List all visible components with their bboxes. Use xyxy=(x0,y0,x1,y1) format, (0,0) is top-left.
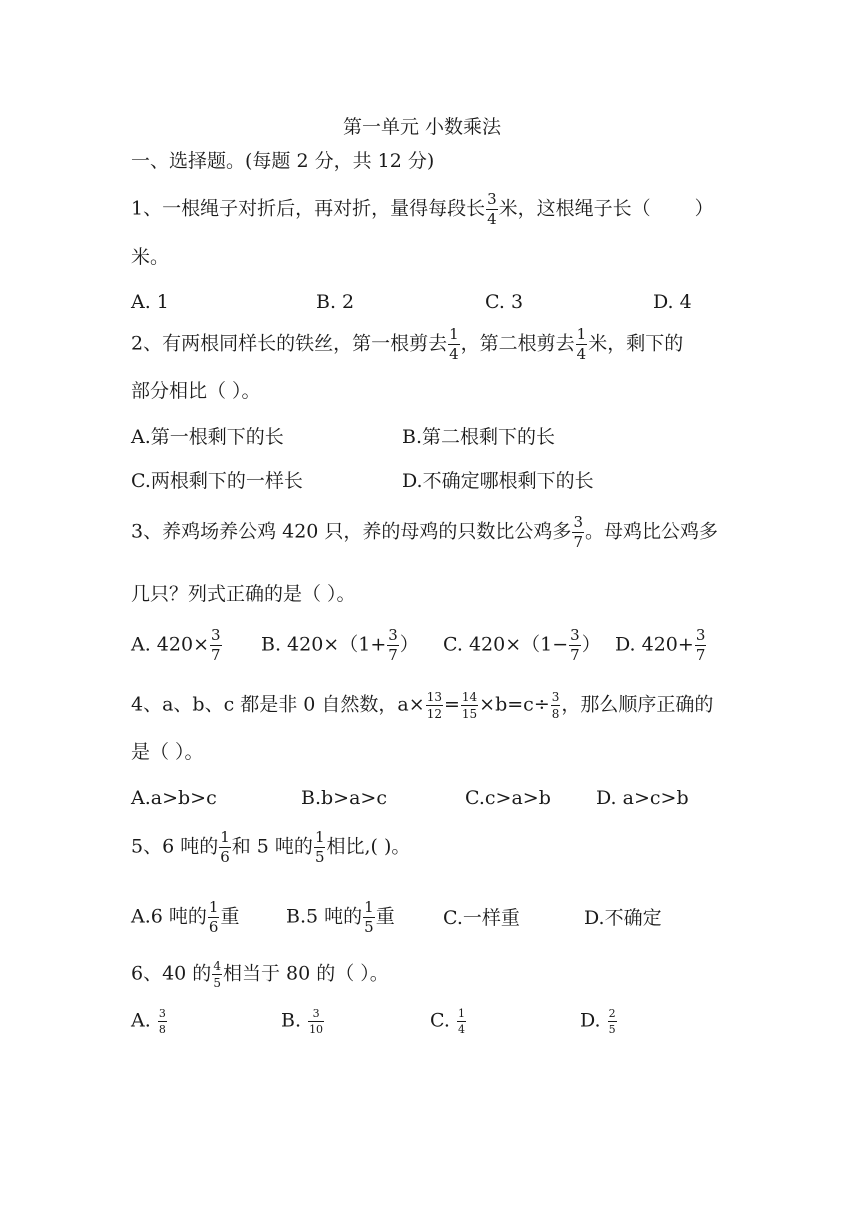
fraction: $\frac{3}{4}$ xyxy=(487,190,497,228)
question-3-line-1: 3、养鸡场养公鸡 420 只，养的母鸡的只数比公鸡多 $\frac{3}{7}$ 。母鸡比公鸡多 xyxy=(131,513,718,551)
question-4-line-2: 是（ ）。 xyxy=(131,741,204,763)
fraction: $\frac{3}{8}$ xyxy=(551,690,560,721)
fraction: $\frac{1}{4}$ xyxy=(457,1007,465,1036)
option-a: A.a>b>c xyxy=(131,787,217,809)
fraction: $\frac{3}{7}$ xyxy=(570,626,580,664)
fraction: $\frac{1}{6}$ xyxy=(220,828,230,866)
option-a: A.6 吨的 $\frac{1}{6}$ 重 xyxy=(131,898,240,936)
question-2-line-2: 部分相比（ ）。 xyxy=(131,380,261,402)
question-6-line-1: 6、40 的 $\frac{4}{5}$ 相当于 80 的（ ）。 xyxy=(131,959,389,990)
option-c: C.c>a>b xyxy=(465,787,551,809)
option-b: B. 2 xyxy=(316,291,355,313)
option-b: B. 420×（1+ $\frac{3}{7}$ ） xyxy=(261,626,419,664)
fraction: $\frac{1}{6}$ xyxy=(208,898,219,936)
option-a: A. 420× $\frac{3}{7}$ xyxy=(131,626,221,664)
fraction: $\frac{4}{5}$ xyxy=(213,959,221,990)
question-4-line-1: 4、a、b、c 都是非 0 自然数，a× $\frac{13}{12}$ = $\frac{14}{15}$ ×b=c÷ $\frac{3}{8}$ ，那么顺序正确的 xyxy=(131,690,714,721)
option-c: C. $\frac{1}{4}$ xyxy=(430,1007,465,1036)
option-c: C. 420×（1− $\frac{3}{7}$ ） xyxy=(443,626,601,664)
fraction: $\frac{3}{7}$ xyxy=(573,513,583,551)
option-c: C.一样重 xyxy=(443,907,520,929)
option-d: D. 4 xyxy=(653,291,692,313)
option-a: A. $\frac{3}{8}$ xyxy=(131,1007,166,1036)
option-d: D.不确定 xyxy=(584,907,662,929)
fraction: $\frac{1}{5}$ xyxy=(364,898,374,936)
question-3-line-2: 几只？列式正确的是（ ）。 xyxy=(131,583,356,605)
option-b: B.第二根剩下的长 xyxy=(402,426,556,448)
fraction: $\frac{1}{5}$ xyxy=(314,828,325,866)
option-c: C. 3 xyxy=(485,291,524,313)
fraction: $\frac{1}{4}$ xyxy=(449,325,459,363)
fraction: $\frac{14}{15}$ xyxy=(461,690,478,721)
option-c: C.两根剩下的一样长 xyxy=(131,470,303,492)
option-d: D. $\frac{2}{5}$ xyxy=(580,1007,616,1036)
page-title: 第一单元 小数乘法 xyxy=(343,116,502,138)
question-1-line-2: 米。 xyxy=(131,246,170,268)
fraction: $\frac{2}{5}$ xyxy=(608,1007,616,1036)
option-b: B. $\frac{3}{10}$ xyxy=(281,1007,324,1036)
question-2-line-1: 2、有两根同样长的铁丝，第一根剪去 $\frac{1}{4}$ ，第二根剪去 $\frac{1}{4}$ 米，剩下的 xyxy=(131,325,684,363)
option-d: D. 420+ $\frac{3}{7}$ xyxy=(615,626,706,664)
question-1-line-1: 1、一根绳子对折后，再对折，量得每段长 $\frac{3}{4}$ 米，这根绳子长（ ） xyxy=(131,190,714,228)
option-a: A. 1 xyxy=(131,291,169,313)
fraction: $\frac{3}{10}$ xyxy=(309,1007,324,1036)
option-b: B.b>a>c xyxy=(301,787,387,809)
section-heading: 一、选择题。(每题 2 分，共 12 分) xyxy=(131,150,435,172)
option-a: A.第一根剩下的长 xyxy=(131,426,284,448)
fraction: $\frac{13}{12}$ xyxy=(426,690,442,721)
fraction: $\frac{3}{8}$ xyxy=(158,1007,166,1036)
option-b: B.5 吨的 $\frac{1}{5}$ 重 xyxy=(286,898,395,936)
question-5-line-1: 5、6 吨的 $\frac{1}{6}$ 和 5 吨的 $\frac{1}{5}$ 相比,( )。 xyxy=(131,828,411,866)
fraction: $\frac{1}{4}$ xyxy=(576,325,587,363)
option-d: D. a>c>b xyxy=(596,787,689,809)
option-d: D.不确定哪根剩下的长 xyxy=(402,470,594,492)
fraction: $\frac{3}{7}$ xyxy=(388,626,398,664)
fraction: $\frac{3}{7}$ xyxy=(211,626,221,664)
fraction: $\frac{3}{7}$ xyxy=(695,626,706,664)
